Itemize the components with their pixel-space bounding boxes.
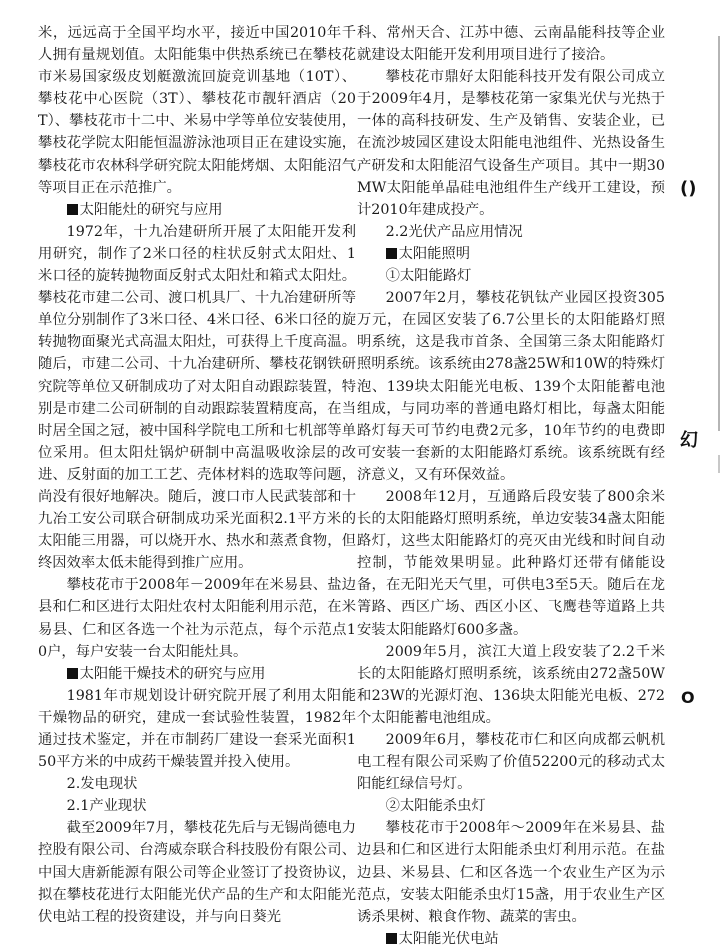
- scan-edge-line: [718, 36, 720, 431]
- paragraph: 米，远远高于全国平均水平，接近中国2010年千人拥有量规划值。太阳能集中供热系统已在攀枝花市米易国家级皮划艇激流回旋竞训基地（10T）、攀枝花中心医院（3T）、攀枝花市靓轩酒店（20T）、攀枝花市十二中、米易中学等单位安装使用，攀枝花学院太阳能恒温游泳池项目正在建设实施，攀枝花市农林科学研究院太阳能烤烟、太阳能沼气等项目正在示范推广。: [38, 25, 356, 196]
- item-heading: ①太阳能路灯: [385, 268, 472, 285]
- section-heading: 2.发电现状: [66, 776, 138, 793]
- paragraph: 攀枝花市于2008年－2009年在米易县、盐边县和仁和区进行太阳灶农村太阳能利用示范，在米易县、仁和区各选一个社为示范点，每个示范点10户，每户安装一台太阳能灶具。: [38, 577, 356, 660]
- margin-mark: O: [681, 688, 695, 707]
- paragraph: 科、常州天合、江苏中德、云南晶能科技等企业就建设太阳能开发利用项目进行了接洽。: [357, 25, 665, 64]
- paragraph: 攀枝花市鼎好太阳能科技开发有限公司成立于2009年4月，是攀枝花第一家集光伏与光热于一体的高科技研发、生产及销售、安装企业，已在流沙坡园区建设太阳能电池组件、光热设备生产研发和太阳能沼气设备生产项目。其中一期30MW太阳能单晶硅电池组件生产线开工建设，预计2010年建成投产。: [357, 69, 665, 218]
- paragraph: 截至2009年7月，攀枝花先后与无锡尚德电力控股有限公司、台湾威奈联合科技股份有限公司、中国大唐新能源有限公司等企业签订了投资协议，拟在攀枝花进行太阳能光伏产品的生产和太阳能光伏电站工程的投资建设，并与向日葵光: [38, 820, 356, 925]
- paragraph: 1981年市规划设计研究院开展了利用太阳能干燥物品的研究，建成一套试验性装置，1982年通过技术鉴定，并在市制药厂建设一套采光面积150平方米的中成药干燥装置并投入使用。: [38, 687, 356, 771]
- paragraph: 攀枝花市于2008年～2009年在米易县、盐边县和仁和区进行太阳能杀虫灯利用示范。在盐边县、米易县、仁和区各选一个农业生产区为示范点，安装太阳能杀虫灯15盏，用于农业生产区诱杀果树、粮食作物、蔬菜的害虫。: [357, 820, 665, 925]
- subsection-heading: 2.2光伏产品应用情况: [385, 223, 523, 240]
- section-heading: 太阳能灶的研究与应用: [38, 199, 356, 221]
- paragraph: 2007年2月，攀枝花钒钛产业园区投资305万元，在园区安装了6.7公里长的太阳能路灯照明系统，这是我市首条、全国第三条太阳能路灯照明系统。该系统由278盏25W和10W的特殊灯泡、139块太阳能光电板、139个太阳能蓄电池组成，与同功率的普通电路灯相比，每盏太阳能路灯每天可节约电费2元多，10年节约的电费即可安装一套新的太阳能路灯系统。该系统既有经济意义，又有环保效益。: [357, 290, 665, 483]
- paragraph: 2008年12月，互通路后段安装了800余米长的太阳能路灯照明系统，单边安装34盏太阳能路灯，这些太阳能路灯的亮灭由光线和时间自动控制，节能效果明显。此种路灯还带有储能设备，在无阳光天气里，可供电3至5天。随后在龙箐路、西区广场、西区小区、飞鹰巷等道路上共安装太阳能路灯600多盏。: [357, 488, 665, 638]
- item-heading: ②太阳能杀虫灯: [385, 798, 486, 815]
- right-column: [357, 22, 665, 950]
- section-heading: 太阳能照明: [357, 243, 665, 265]
- square-bullet-icon: [67, 668, 78, 679]
- section-heading: 太阳能干燥技术的研究与应用: [38, 663, 356, 685]
- margin-mark: 幻: [680, 430, 698, 451]
- section-heading: 太阳能光伏电站: [357, 928, 665, 950]
- margin-mark: (): [680, 178, 697, 199]
- square-bullet-icon: [386, 933, 397, 944]
- subsection-heading: 2.1产业现状: [66, 798, 147, 815]
- scan-edge-line: [718, 455, 720, 473]
- square-bullet-icon: [386, 248, 397, 259]
- square-bullet-icon: [67, 204, 78, 215]
- left-column: [38, 22, 356, 928]
- paragraph: 2009年6月，攀枝花市仁和区向成都云帆机电工程有限公司采购了价值52200元的移动式太阳能红绿信号灯。: [357, 732, 665, 793]
- paragraph: 2009年5月，滨江大道上段安装了2.2千米长的太阳能路灯照明系统，该系统由272盏50W和23W的光源灯泡、136块太阳能光电板、272个太阳能蓄电池组成。: [357, 643, 665, 726]
- paragraph: 1972年，十九冶建研所开展了太阳能开发利用研究，制作了2米口径的柱状反射式太阳灶、1米口径的旋转抛物面反射式太阳灶和箱式太阳灶。攀枝花市建二公司、渡口机具厂、十九冶建研所等单位分别制作了3米口径、4米口径、6米口径的旋转抛物面聚光式高温太阳灶，可获得上千度高温。随后，市建二公司、十九冶建研所、攀枝花钢铁研究院等单位又研制成功了对太阳自动跟踪装置，特别是市建二公司研制的自动跟踪装置精度高，在当时居全国之冠，被中国科学院电工所和七机部等单位采用。但太阳灶锅炉研制中高温吸收涂层的改进、反射面的加工工艺、壳体材料的选取等问题，尚没有很好地解决。随后，渡口市人民武装部和十九冶工安公司联合研制成功采光面积2.1平方米的太阳能三用器，可以烧开水、热水和蒸煮食物，但终因效率太低未能得到推广应用。: [38, 223, 356, 572]
